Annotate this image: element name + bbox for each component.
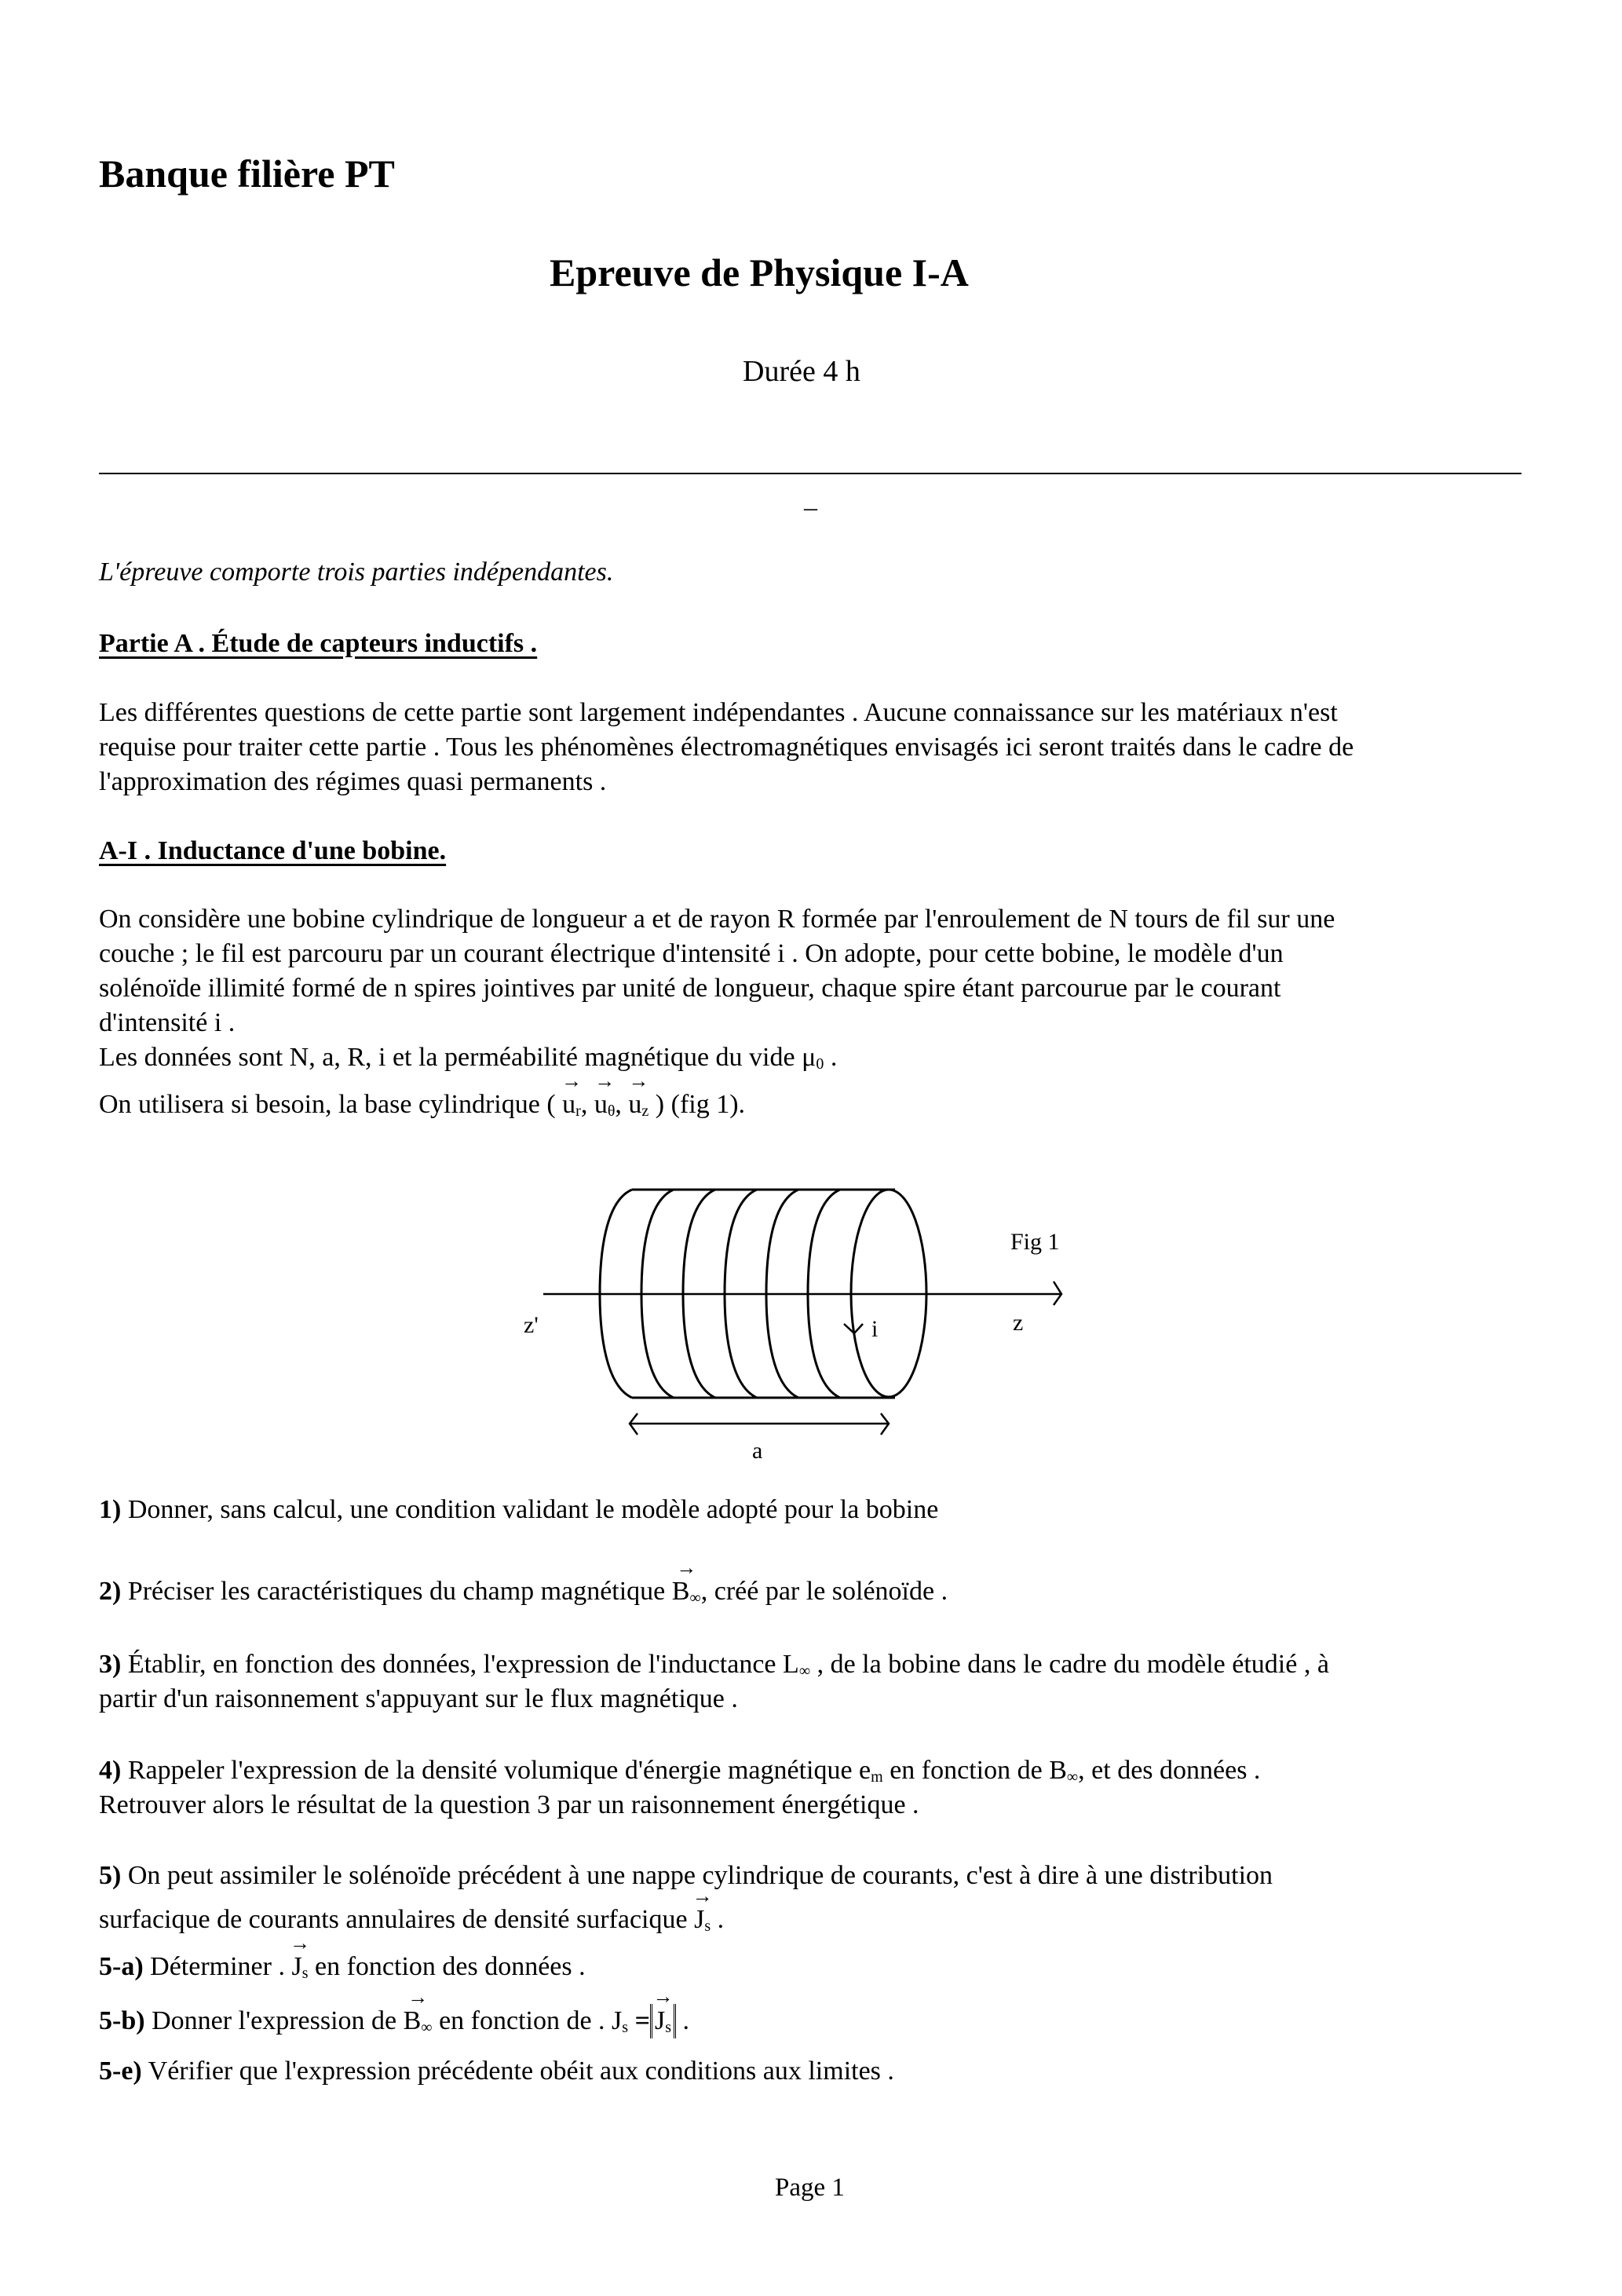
r-subscript: r [575,1102,581,1120]
vector-js [291,1954,308,1981]
z-subscript: z [641,1102,649,1120]
header-rule [99,473,1522,474]
current-label: i [871,1316,879,1342]
basis-line: On utilisera si besoin, la base cylindrique ( → $u_r$, → $u_\theta$, → $u_z$ ) (fig 1). [99,1091,745,1119]
data-list-line [99,1044,837,1072]
length-label: a [752,1438,763,1464]
question-5a [99,1954,586,1981]
solenoid-figure [487,1162,1099,1476]
axis-label-z-prime: z' [524,1312,539,1338]
b-symbol: B [403,2006,422,2035]
b-symbol: B [671,1577,690,1606]
question-1 [99,1497,938,1523]
part-a-heading: Partie A . Étude de capteurs inductifs . [99,629,538,658]
question-text: Donner l'expression de [144,2006,404,2035]
vector-js [694,1907,711,1934]
question-text: , créé par le solénoïde . [700,1577,948,1606]
exam-duration: Durée 4 h [743,355,860,388]
vector-js [655,2004,671,2038]
u-symbol: u [562,1090,576,1119]
question-text: Donner, sans calcul, une condition validant le modèle adopté pour la bobine [121,1495,939,1524]
punct: . [675,2006,689,2035]
infinity-subscript: ∞ [1066,1768,1079,1786]
question-number: 2) [99,1577,122,1606]
paragraph-line: On considère une bobine cylindrique de longueur a et de rayon R formée par l'enroulement de N tours de fil sur une [99,905,1335,934]
question-text: en fonction de . J [432,2006,623,2035]
vector-b-infinity [672,1578,701,1606]
question-text: Déterminer . [143,1952,292,1981]
s-subscript: s [665,2019,671,2036]
question-5e [99,2058,894,2085]
question-text: Vérifier que l'expression précédente obéit aux conditions aux limites . [141,2057,894,2086]
question-2 [99,1578,948,1606]
separator-dash: – [804,493,817,522]
question-text: , et des données . [1078,1756,1261,1785]
s-subscript: s [704,1918,711,1935]
question-text: surfacique de courants annulaires de densité surfacique [99,1905,695,1934]
unit-vector-z [628,1091,648,1119]
j-symbol: J [291,1952,302,1981]
question-text: en fonction de B [882,1756,1067,1785]
infinity-subscript: ∞ [798,1662,811,1680]
infinity-subscript: ∞ [421,2019,433,2036]
norm-js [650,2004,676,2038]
question-number: 4) [99,1756,122,1785]
inductance-symbol: L [783,1650,799,1679]
question-3-line2: partir d'un raisonnement s'appuyant sur le flux magnétique . [99,1684,738,1713]
s-subscript: s [622,2019,629,2036]
exam-bank-title: Banque filière PT [99,152,395,196]
question-4 [99,1757,1260,1785]
question-text: en fonction des données . [308,1952,586,1981]
m-subscript: m [871,1768,883,1786]
mu-subscript: 0 [816,1055,824,1073]
paragraph-line: Les différentes questions de cette partie sont largement indépendantes . Aucune connaissance sur les matériaux n'est [99,698,1338,727]
question-text: Établir, en fonction des données, l'expression de l'inductance [121,1650,784,1679]
paragraph-line: solénoïde illimité formé de n spires jointives par unité de longueur, chaque spire étant parcourue par le courant [99,974,1281,1003]
question-text: , de la bobine dans le cadre du modèle étudié , à [810,1650,1329,1679]
question-number: 5-a) [99,1952,144,1981]
question-text: Préciser les caractéristiques du champ magnétique [121,1577,672,1606]
j-symbol: J [654,2006,666,2035]
data-list-text: Les données sont N, a, R, i et la perméabilité magnétique du vide μ [99,1043,816,1072]
question-5 [99,1863,1273,1889]
equals-sign: = [628,2006,650,2035]
s-subscript: s [301,1965,309,1982]
question-number: 5-b) [99,2006,145,2035]
question-text: On peut assimiler le solénoïde précédent à une nappe cylindrique de courants, c'est à dire à une distribution [121,1861,1273,1890]
figure-label: Fig 1 [1010,1229,1060,1255]
infinity-subscript: ∞ [689,1589,701,1607]
punct: . [824,1043,838,1072]
theta-subscript: θ [607,1102,616,1120]
section-a1-heading: A-I . Inductance d'une bobine. [99,836,447,865]
question-text: Rappeler l'expression de la densité volumique d'énergie magnétique e [121,1756,871,1785]
paragraph-line: requise pour traiter cette partie . Tous les phénomènes électromagnétiques envisagés ici seront traités dans le cadre de [99,733,1354,762]
punct: . [711,1905,725,1934]
basis-end: ) (fig 1). [648,1090,746,1119]
question-4-line2: Retrouver alors le résultat de la question 3 par un raisonnement énergétique . [99,1790,919,1819]
question-number: 5) [99,1861,122,1890]
question-number: 5-e) [99,2057,142,2086]
vector-b-infinity [404,2008,433,2035]
unit-vector-theta [594,1091,616,1119]
paragraph-line: l'approximation des régimes quasi permanents . [99,767,607,796]
page-number: Page 1 [775,2174,845,2202]
paragraph-line: d'intensité i . [99,1008,236,1037]
u-symbol: u [594,1090,608,1119]
question-3 [99,1651,1329,1679]
exam-title: Epreuve de Physique I-A [550,250,969,294]
j-symbol: J [694,1905,705,1934]
axis-label-z: z [1013,1310,1024,1336]
question-number: 1) [99,1495,122,1524]
question-number: 3) [99,1650,122,1679]
unit-vector-r [562,1091,581,1119]
question-5b [99,2004,689,2038]
paragraph-line: couche ; le fil est parcouru par un courant électrique d'intensité i . On adopte, pour cette bobine, le modèle d'un [99,939,1284,968]
question-5-line2 [99,1907,724,1934]
u-symbol: u [628,1090,642,1119]
intro-text: L'épreuve comporte trois parties indépendantes. [99,558,614,587]
basis-text: On utilisera si besoin, la base cylindrique ( [99,1090,556,1119]
